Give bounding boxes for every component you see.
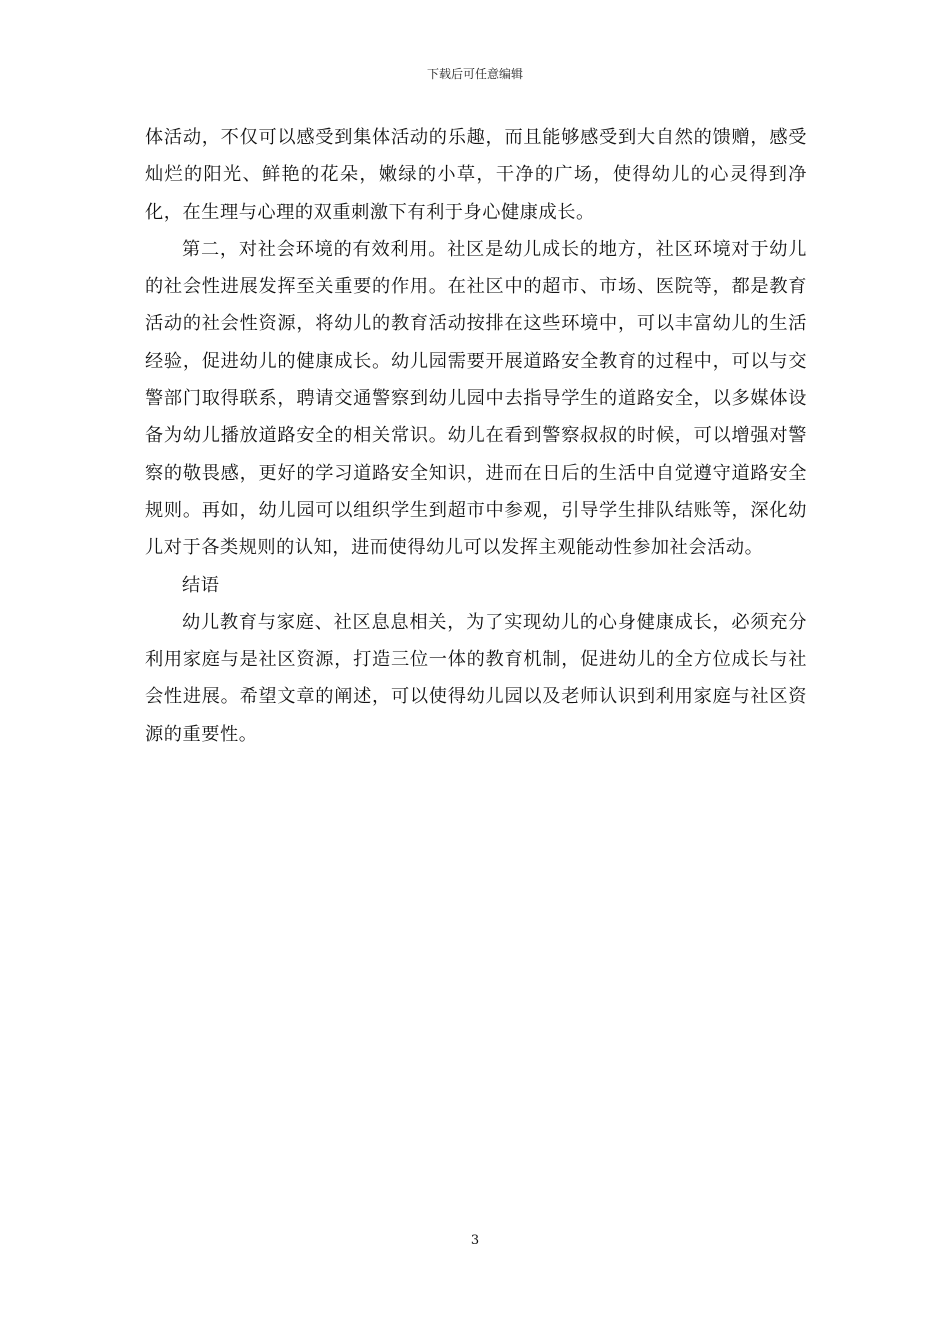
page-header: 下载后可任意编辑 [426, 67, 523, 81]
paragraph-conclusion: 幼儿教育与家庭、社区息息相关，为了实现幼儿的心身健康成长，必须充分利用家庭与是社区资源，打造三位一体的教育机制，促进幼儿的全方位成长与社会性进展。希望文章的阐述，可以使得幼儿园以及老师认识到利用家庭与社区资源的重要性。 [145, 611, 807, 745]
page-number: 3 [470, 1233, 480, 1248]
paragraph-continuation: 体活动，不仅可以感受到集体活动的乐趣，而且能够感受到大自然的馈赠，感受灿烂的阳光、鲜艳的花朵，嫩绿的小草，干净的广场，使得幼儿的心灵得到净化，在生理与心理的双重刺激下有利于身心健康成长。 [145, 127, 807, 223]
paragraph-social-environment: 第二，对社会环境的有效利用。社区是幼儿成长的地方，社区环境对于幼儿的社会性进展发挥至关重要的作用。在社区中的超市、市场、医院等，都是教育活动的社会性资源，将幼儿的教育活动按排在这些环境中，可以丰富幼儿的生活经验，促进幼儿的健康成长。幼儿园需要开展道路安全教育的过程中，可以与交警部门取得联系，聘请交通警察到幼儿园中去指导学生的道路安全，以多媒体设备为幼儿播放道路安全的相关常识。幼儿在看到警察叔叔的时候，可以增强对警察的敬畏感，更好的学习道路安全知识，进而在日后的生活中自觉遵守道路安全规则。再如，幼儿园可以组织学生到超市中参观，引导学生排队结账等，深化幼儿对于各类规则的认知，进而使得幼儿可以发挥主观能动性参加社会活动。 [145, 238, 807, 559]
document-body [145, 119, 807, 753]
section-heading-conclusion: 结语 [182, 574, 220, 596]
